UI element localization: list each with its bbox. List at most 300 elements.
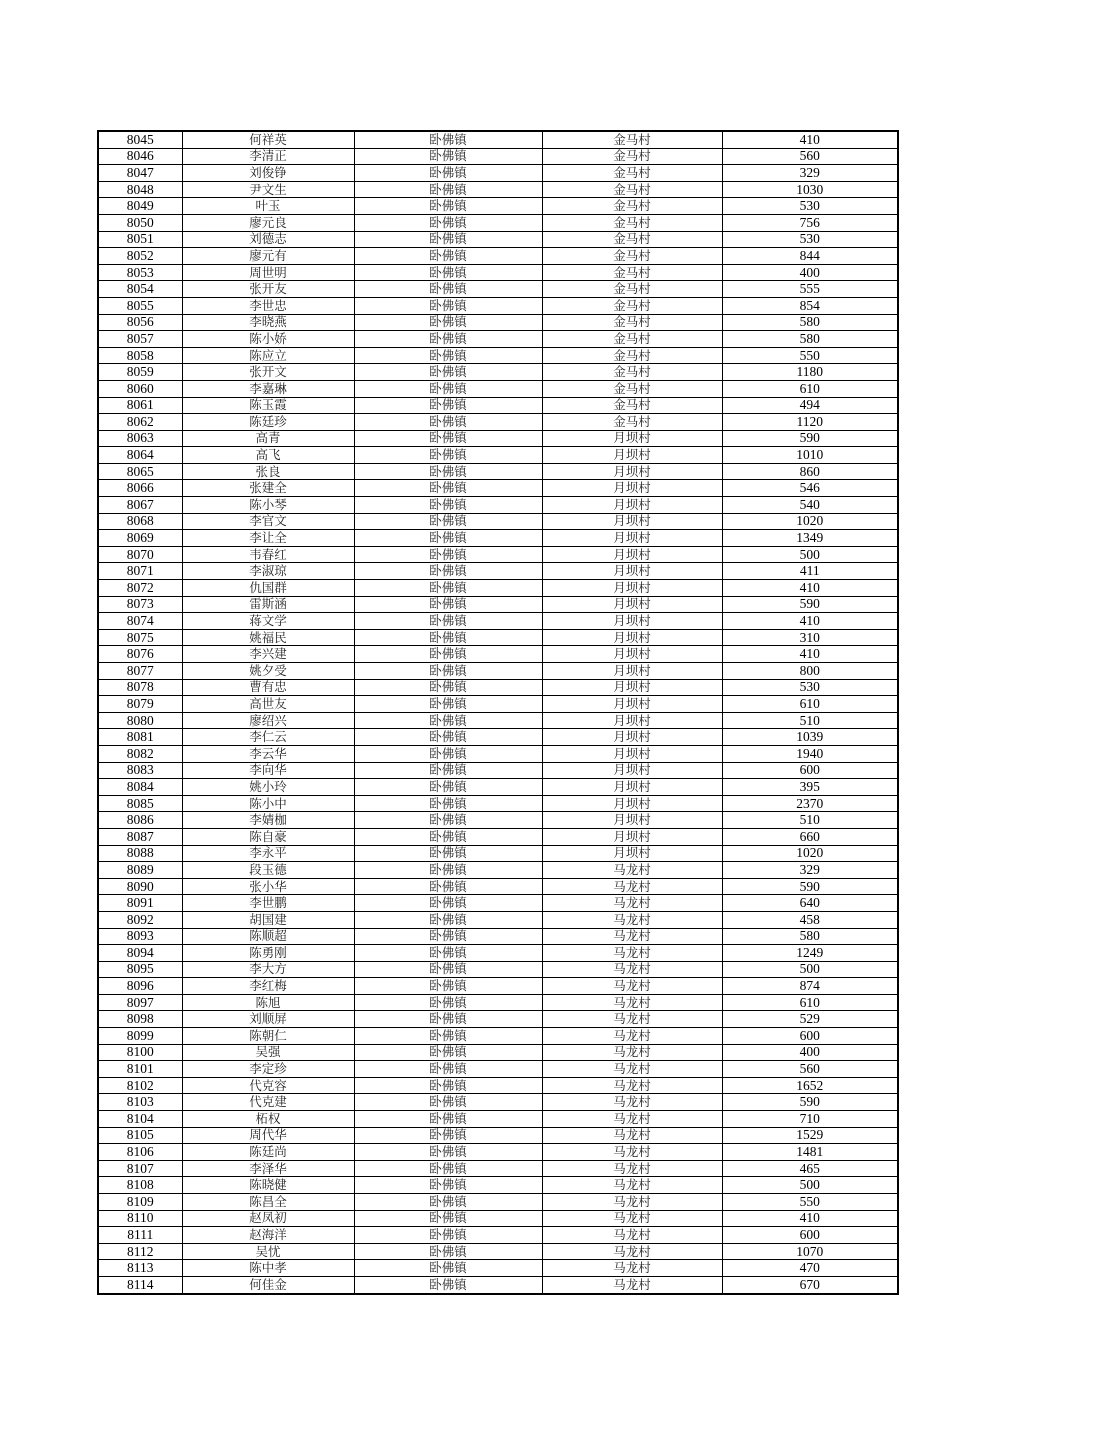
amount-cell: 1020 — [722, 513, 898, 530]
town-cell: 卧佛镇 — [354, 1127, 542, 1144]
table-row — [98, 563, 898, 580]
row-number-cell: 8068 — [98, 513, 182, 530]
name-cell: 高飞 — [182, 447, 354, 464]
village-cell: 马龙村 — [542, 994, 722, 1011]
town-cell: 卧佛镇 — [354, 1243, 542, 1260]
village-cell: 月坝村 — [542, 430, 722, 447]
amount-cell: 500 — [722, 961, 898, 978]
name-cell: 张建全 — [182, 480, 354, 497]
name-cell: 陈小琴 — [182, 497, 354, 514]
name-cell: 陈玉霞 — [182, 397, 354, 414]
table-row — [98, 679, 898, 696]
row-number-cell: 8064 — [98, 447, 182, 464]
village-cell: 月坝村 — [542, 712, 722, 729]
row-number-cell: 8097 — [98, 994, 182, 1011]
name-cell: 柘权 — [182, 1111, 354, 1128]
name-cell: 张良 — [182, 463, 354, 480]
row-number-cell: 8098 — [98, 1011, 182, 1028]
table-row — [98, 961, 898, 978]
amount-cell: 1652 — [722, 1077, 898, 1094]
row-number-cell: 8079 — [98, 696, 182, 713]
town-cell: 卧佛镇 — [354, 795, 542, 812]
row-number-cell: 8073 — [98, 596, 182, 613]
row-number-cell: 8078 — [98, 679, 182, 696]
name-cell: 李官文 — [182, 513, 354, 530]
table-row — [98, 463, 898, 480]
row-number-cell: 8084 — [98, 779, 182, 796]
table-row — [98, 530, 898, 547]
amount-cell: 494 — [722, 397, 898, 414]
village-cell: 月坝村 — [542, 696, 722, 713]
town-cell: 卧佛镇 — [354, 1028, 542, 1045]
row-number-cell: 8113 — [98, 1260, 182, 1277]
name-cell: 姚小玲 — [182, 779, 354, 796]
name-cell: 韦春红 — [182, 546, 354, 563]
name-cell: 李世鹏 — [182, 895, 354, 912]
amount-cell: 580 — [722, 928, 898, 945]
town-cell: 卧佛镇 — [354, 563, 542, 580]
amount-cell: 2370 — [722, 795, 898, 812]
row-number-cell: 8075 — [98, 629, 182, 646]
town-cell: 卧佛镇 — [354, 629, 542, 646]
village-cell: 马龙村 — [542, 1177, 722, 1194]
amount-cell: 470 — [722, 1260, 898, 1277]
table-row — [98, 331, 898, 348]
town-cell: 卧佛镇 — [354, 596, 542, 613]
table-row — [98, 231, 898, 248]
table-row — [98, 878, 898, 895]
amount-cell: 1030 — [722, 181, 898, 198]
table-row — [98, 1144, 898, 1161]
town-cell: 卧佛镇 — [354, 1227, 542, 1244]
table-row — [98, 181, 898, 198]
town-cell: 卧佛镇 — [354, 397, 542, 414]
village-cell: 马龙村 — [542, 862, 722, 879]
village-cell: 金马村 — [542, 364, 722, 381]
row-number-cell: 8102 — [98, 1077, 182, 1094]
amount-cell: 329 — [722, 862, 898, 879]
town-cell: 卧佛镇 — [354, 447, 542, 464]
table-row — [98, 1194, 898, 1211]
amount-cell: 800 — [722, 663, 898, 680]
table-row — [98, 795, 898, 812]
amount-cell: 1180 — [722, 364, 898, 381]
amount-cell: 590 — [722, 596, 898, 613]
town-cell: 卧佛镇 — [354, 812, 542, 829]
amount-cell: 590 — [722, 1094, 898, 1111]
amount-cell: 550 — [722, 1194, 898, 1211]
table-row — [98, 1160, 898, 1177]
row-number-cell: 8082 — [98, 745, 182, 762]
name-cell: 胡国建 — [182, 911, 354, 928]
row-number-cell: 8104 — [98, 1111, 182, 1128]
row-number-cell: 8087 — [98, 828, 182, 845]
name-cell: 李晓燕 — [182, 314, 354, 331]
row-number-cell: 8086 — [98, 812, 182, 829]
town-cell: 卧佛镇 — [354, 945, 542, 962]
amount-cell: 395 — [722, 779, 898, 796]
town-cell: 卧佛镇 — [354, 530, 542, 547]
name-cell: 陈自豪 — [182, 828, 354, 845]
name-cell: 李清正 — [182, 148, 354, 165]
row-number-cell: 8069 — [98, 530, 182, 547]
amount-cell: 410 — [722, 131, 898, 148]
name-cell: 陈顺超 — [182, 928, 354, 945]
amount-cell: 400 — [722, 264, 898, 281]
town-cell: 卧佛镇 — [354, 679, 542, 696]
town-cell: 卧佛镇 — [354, 1160, 542, 1177]
village-cell: 马龙村 — [542, 1077, 722, 1094]
town-cell: 卧佛镇 — [354, 1177, 542, 1194]
amount-cell: 529 — [722, 1011, 898, 1028]
amount-cell: 329 — [722, 165, 898, 182]
town-cell: 卧佛镇 — [354, 198, 542, 215]
row-number-cell: 8050 — [98, 214, 182, 231]
table-row — [98, 1044, 898, 1061]
table-row — [98, 414, 898, 431]
amount-cell: 1481 — [722, 1144, 898, 1161]
village-cell: 马龙村 — [542, 1260, 722, 1277]
table-row — [98, 546, 898, 563]
village-cell: 金马村 — [542, 314, 722, 331]
name-cell: 张小华 — [182, 878, 354, 895]
village-cell: 月坝村 — [542, 745, 722, 762]
amount-cell: 860 — [722, 463, 898, 480]
town-cell: 卧佛镇 — [354, 430, 542, 447]
amount-cell: 510 — [722, 812, 898, 829]
amount-cell: 756 — [722, 214, 898, 231]
town-cell: 卧佛镇 — [354, 181, 542, 198]
name-cell: 李向华 — [182, 762, 354, 779]
name-cell: 陈朝仁 — [182, 1028, 354, 1045]
name-cell: 周世明 — [182, 264, 354, 281]
town-cell: 卧佛镇 — [354, 546, 542, 563]
table-body — [98, 131, 898, 1294]
name-cell: 高世友 — [182, 696, 354, 713]
row-number-cell: 8095 — [98, 961, 182, 978]
name-cell: 叶玉 — [182, 198, 354, 215]
village-cell: 马龙村 — [542, 1243, 722, 1260]
amount-cell: 465 — [722, 1160, 898, 1177]
amount-cell: 610 — [722, 696, 898, 713]
amount-cell: 610 — [722, 994, 898, 1011]
table-row — [98, 629, 898, 646]
village-cell: 马龙村 — [542, 1194, 722, 1211]
town-cell: 卧佛镇 — [354, 696, 542, 713]
town-cell: 卧佛镇 — [354, 463, 542, 480]
town-cell: 卧佛镇 — [354, 646, 542, 663]
village-cell: 月坝村 — [542, 447, 722, 464]
name-cell: 雷斯涵 — [182, 596, 354, 613]
row-number-cell: 8063 — [98, 430, 182, 447]
village-cell: 月坝村 — [542, 480, 722, 497]
table-row — [98, 580, 898, 597]
town-cell: 卧佛镇 — [354, 878, 542, 895]
row-number-cell: 8045 — [98, 131, 182, 148]
village-cell: 马龙村 — [542, 1144, 722, 1161]
table-row — [98, 198, 898, 215]
table-row — [98, 1061, 898, 1078]
name-cell: 李永平 — [182, 845, 354, 862]
town-cell: 卧佛镇 — [354, 828, 542, 845]
name-cell: 李红梅 — [182, 978, 354, 995]
table-row — [98, 1243, 898, 1260]
town-cell: 卧佛镇 — [354, 862, 542, 879]
amount-cell: 580 — [722, 314, 898, 331]
name-cell: 高青 — [182, 430, 354, 447]
amount-cell: 1249 — [722, 945, 898, 962]
town-cell: 卧佛镇 — [354, 1111, 542, 1128]
village-cell: 金马村 — [542, 148, 722, 165]
table-row — [98, 663, 898, 680]
town-cell: 卧佛镇 — [354, 414, 542, 431]
town-cell: 卧佛镇 — [354, 580, 542, 597]
row-number-cell: 8070 — [98, 546, 182, 563]
row-number-cell: 8049 — [98, 198, 182, 215]
amount-cell: 500 — [722, 1177, 898, 1194]
town-cell: 卧佛镇 — [354, 663, 542, 680]
table-row — [98, 1094, 898, 1111]
village-cell: 月坝村 — [542, 563, 722, 580]
table-row — [98, 828, 898, 845]
name-cell: 李定珍 — [182, 1061, 354, 1078]
row-number-cell: 8047 — [98, 165, 182, 182]
table-row — [98, 497, 898, 514]
row-number-cell: 8058 — [98, 347, 182, 364]
village-cell: 金马村 — [542, 231, 722, 248]
name-cell: 赵凤初 — [182, 1210, 354, 1227]
village-cell: 马龙村 — [542, 1276, 722, 1293]
table-row — [98, 148, 898, 165]
row-number-cell: 8055 — [98, 297, 182, 314]
name-cell: 张开友 — [182, 281, 354, 298]
row-number-cell: 8101 — [98, 1061, 182, 1078]
table-row — [98, 978, 898, 995]
village-cell: 月坝村 — [542, 613, 722, 630]
table-row — [98, 911, 898, 928]
town-cell: 卧佛镇 — [354, 845, 542, 862]
amount-cell: 1010 — [722, 447, 898, 464]
table-row — [98, 928, 898, 945]
name-cell: 吴强 — [182, 1044, 354, 1061]
town-cell: 卧佛镇 — [354, 513, 542, 530]
table-row — [98, 1111, 898, 1128]
amount-cell: 560 — [722, 1061, 898, 1078]
table-row — [98, 248, 898, 265]
name-cell: 陈勇刚 — [182, 945, 354, 962]
name-cell: 陈旭 — [182, 994, 354, 1011]
row-number-cell: 8093 — [98, 928, 182, 945]
name-cell: 陈应立 — [182, 347, 354, 364]
village-cell: 月坝村 — [542, 795, 722, 812]
village-cell: 月坝村 — [542, 679, 722, 696]
amount-cell: 410 — [722, 646, 898, 663]
name-cell: 姚福民 — [182, 629, 354, 646]
amount-cell: 590 — [722, 430, 898, 447]
row-number-cell: 8060 — [98, 380, 182, 397]
table-row — [98, 596, 898, 613]
amount-cell: 530 — [722, 231, 898, 248]
amount-cell: 600 — [722, 1227, 898, 1244]
name-cell: 仇国群 — [182, 580, 354, 597]
name-cell: 李婧枷 — [182, 812, 354, 829]
amount-cell: 411 — [722, 563, 898, 580]
town-cell: 卧佛镇 — [354, 911, 542, 928]
name-cell: 代克建 — [182, 1094, 354, 1111]
village-cell: 月坝村 — [542, 513, 722, 530]
row-number-cell: 8048 — [98, 181, 182, 198]
amount-cell: 400 — [722, 1044, 898, 1061]
amount-cell: 500 — [722, 546, 898, 563]
village-cell: 马龙村 — [542, 1044, 722, 1061]
village-cell: 月坝村 — [542, 828, 722, 845]
town-cell: 卧佛镇 — [354, 264, 542, 281]
amount-cell: 410 — [722, 580, 898, 597]
row-number-cell: 8091 — [98, 895, 182, 912]
name-cell: 张开文 — [182, 364, 354, 381]
row-number-cell: 8051 — [98, 231, 182, 248]
name-cell: 李兴建 — [182, 646, 354, 663]
amount-cell: 530 — [722, 679, 898, 696]
amount-cell: 590 — [722, 878, 898, 895]
town-cell: 卧佛镇 — [354, 1260, 542, 1277]
data-table — [97, 130, 899, 1295]
village-cell: 月坝村 — [542, 663, 722, 680]
town-cell: 卧佛镇 — [354, 961, 542, 978]
table-row — [98, 862, 898, 879]
village-cell: 马龙村 — [542, 895, 722, 912]
table-row — [98, 1276, 898, 1293]
village-cell: 马龙村 — [542, 961, 722, 978]
name-cell: 廖元良 — [182, 214, 354, 231]
town-cell: 卧佛镇 — [354, 331, 542, 348]
table-row — [98, 762, 898, 779]
row-number-cell: 8106 — [98, 1144, 182, 1161]
village-cell: 月坝村 — [542, 762, 722, 779]
table-row — [98, 994, 898, 1011]
village-cell: 马龙村 — [542, 1227, 722, 1244]
village-cell: 月坝村 — [542, 580, 722, 597]
amount-cell: 510 — [722, 712, 898, 729]
town-cell: 卧佛镇 — [354, 165, 542, 182]
village-cell: 金马村 — [542, 347, 722, 364]
table-row — [98, 895, 898, 912]
town-cell: 卧佛镇 — [354, 248, 542, 265]
town-cell: 卧佛镇 — [354, 297, 542, 314]
amount-cell: 550 — [722, 347, 898, 364]
town-cell: 卧佛镇 — [354, 214, 542, 231]
village-cell: 金马村 — [542, 397, 722, 414]
amount-cell: 530 — [722, 198, 898, 215]
name-cell: 刘顺屏 — [182, 1011, 354, 1028]
name-cell: 代克容 — [182, 1077, 354, 1094]
row-number-cell: 8074 — [98, 613, 182, 630]
table-row — [98, 1028, 898, 1045]
name-cell: 陈廷尚 — [182, 1144, 354, 1161]
village-cell: 金马村 — [542, 281, 722, 298]
table-row — [98, 712, 898, 729]
village-cell: 马龙村 — [542, 1127, 722, 1144]
name-cell: 段玉德 — [182, 862, 354, 879]
name-cell: 何佳金 — [182, 1276, 354, 1293]
table-row — [98, 364, 898, 381]
name-cell: 刘俊铮 — [182, 165, 354, 182]
table-row — [98, 314, 898, 331]
amount-cell: 640 — [722, 895, 898, 912]
table-row — [98, 745, 898, 762]
table-row — [98, 1210, 898, 1227]
village-cell: 马龙村 — [542, 1028, 722, 1045]
row-number-cell: 8107 — [98, 1160, 182, 1177]
row-number-cell: 8062 — [98, 414, 182, 431]
table-row — [98, 696, 898, 713]
name-cell: 尹文生 — [182, 181, 354, 198]
town-cell: 卧佛镇 — [354, 994, 542, 1011]
town-cell: 卧佛镇 — [354, 364, 542, 381]
table-row — [98, 1011, 898, 1028]
row-number-cell: 8108 — [98, 1177, 182, 1194]
name-cell: 陈廷珍 — [182, 414, 354, 431]
amount-cell: 580 — [722, 331, 898, 348]
table-row — [98, 264, 898, 281]
village-cell: 马龙村 — [542, 878, 722, 895]
town-cell: 卧佛镇 — [354, 1094, 542, 1111]
village-cell: 月坝村 — [542, 779, 722, 796]
village-cell: 金马村 — [542, 248, 722, 265]
town-cell: 卧佛镇 — [354, 978, 542, 995]
town-cell: 卧佛镇 — [354, 148, 542, 165]
row-number-cell: 8114 — [98, 1276, 182, 1293]
table-row — [98, 1077, 898, 1094]
row-number-cell: 8061 — [98, 397, 182, 414]
village-cell: 月坝村 — [542, 530, 722, 547]
village-cell: 月坝村 — [542, 845, 722, 862]
row-number-cell: 8080 — [98, 712, 182, 729]
village-cell: 马龙村 — [542, 1210, 722, 1227]
name-cell: 李世忠 — [182, 297, 354, 314]
row-number-cell: 8072 — [98, 580, 182, 597]
table-row — [98, 845, 898, 862]
row-number-cell: 8065 — [98, 463, 182, 480]
row-number-cell: 8053 — [98, 264, 182, 281]
table-row — [98, 613, 898, 630]
town-cell: 卧佛镇 — [354, 497, 542, 514]
amount-cell: 410 — [722, 1210, 898, 1227]
table-row — [98, 347, 898, 364]
name-cell: 陈中孝 — [182, 1260, 354, 1277]
amount-cell: 540 — [722, 497, 898, 514]
row-number-cell: 8081 — [98, 729, 182, 746]
row-number-cell: 8067 — [98, 497, 182, 514]
table-row — [98, 447, 898, 464]
row-number-cell: 8096 — [98, 978, 182, 995]
village-cell: 金马村 — [542, 181, 722, 198]
row-number-cell: 8076 — [98, 646, 182, 663]
table-row — [98, 165, 898, 182]
row-number-cell: 8056 — [98, 314, 182, 331]
town-cell: 卧佛镇 — [354, 712, 542, 729]
table-row — [98, 812, 898, 829]
town-cell: 卧佛镇 — [354, 347, 542, 364]
amount-cell: 560 — [722, 148, 898, 165]
amount-cell: 710 — [722, 1111, 898, 1128]
village-cell: 马龙村 — [542, 945, 722, 962]
amount-cell: 600 — [722, 762, 898, 779]
amount-cell: 854 — [722, 297, 898, 314]
row-number-cell: 8059 — [98, 364, 182, 381]
row-number-cell: 8112 — [98, 1243, 182, 1260]
village-cell: 马龙村 — [542, 928, 722, 945]
